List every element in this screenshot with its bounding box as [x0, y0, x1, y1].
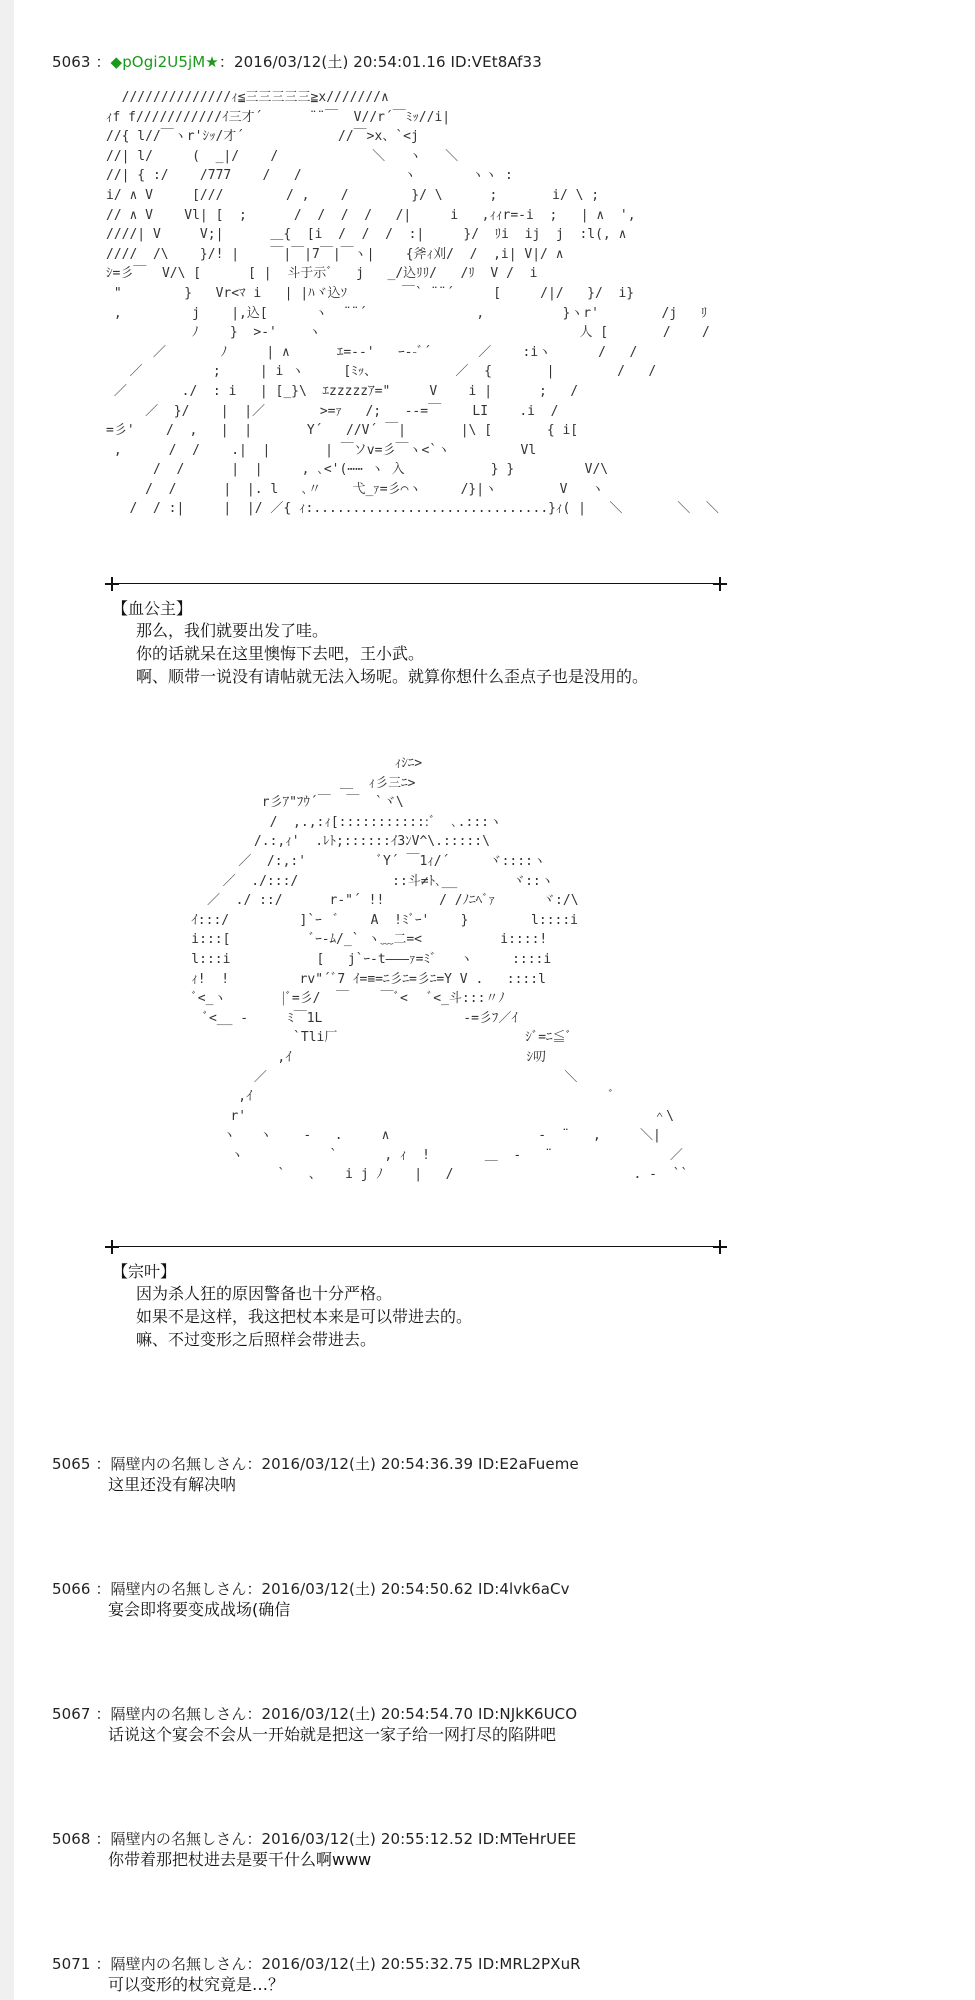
speaker-name: 【血公主】	[112, 599, 193, 618]
star-icon: ★	[205, 53, 219, 71]
dialogue-line: 如果不是这样，我这把杖本来是可以带进去的。	[136, 1307, 473, 1326]
separator-right-cross-icon	[713, 577, 727, 591]
dialogue-block	[136, 1282, 472, 1351]
reply-body: 可以变形的杖究竟是…？	[108, 1975, 285, 1994]
speaker-name: 【宗叶】	[112, 1262, 177, 1281]
separator-line	[112, 583, 720, 584]
reply-body: 这里还没有解决呐	[108, 1475, 237, 1494]
ascii-art-sokyo: ｨｼﾆ> ＿ ｨ彡三ﾆ> r彡ｱ"ﾌｳ´￣ ￣ `ヾ\ / ,.,:ｨ[::::::::::::ﾞ ､.:::ヽ /.:,ｨ' .ﾚﾄ;::::::ｲ3ﾝV^\.:::::\ ／ /:,:' ﾞY´ ￣1ｨ/´ ヾ::::ヽ ／ ./:::/ ::斗≠ﾄ､__ ヾ::ヽ ／ ./ ::/ r-"´ !! / /ﾉﾆﾍﾞｧ ヾ:/\ ｲ:::/ ]`ｰ ﾞ A !ﾐﾞｰ' } l::::i i:::[ ﾞｰ-ﾑ/_` ヽ﹏二=< i::::! l:::i [ j`ｰ-t―――ｧ=ﾐﾞ ヽ ::::i ｨ! ! rv"´ﾞ7 ｲ=≡=ﾆ彡ﾆ=彡ﾆ=Y V . ::::l ﾞ<_ヽ |ﾞ=彡/ ￣ ￣ﾞ< ﾞ<_斗:::〃ﾉ ﾞ<__ ‐ ﾐ￣1L ‐=彡ﾌ／ｲ `Tli厂 ｼﾞ=ﾆ≦ﾞ ,ｲ ｼ叨 ／ ＼ ,ｲ ﾞ r' ＾\ ヽ ヽ - . ∧ - ¨ , ＼| ヽ ` , ｨ ! ＿ ‐ ¨ ／ ` 、 i j ﾉ | / . ‐ ``	[191, 756, 689, 1183]
reply-header: 5067 ：隔壁内の名無しさん：2016/03/12(土) 20:54:54.70 ID:NJkK6UCO	[52, 1705, 578, 1723]
dialogue-line: 那么，我们就要出发了哇。	[136, 621, 329, 640]
post-meta: ：2016/03/12(土) 20:54:01.16 ID:VEt8Af33	[218, 53, 542, 71]
trip-code: pOgi2U5jM	[122, 53, 206, 71]
page-left-edge	[0, 0, 14, 2000]
separator-left-cross-icon	[105, 1240, 119, 1254]
dialogue-line: 你的话就呆在这里懊悔下去吧，王小武。	[136, 644, 425, 663]
dialogue-line: 嘛、不过变形之后照样会带进去。	[136, 1330, 377, 1349]
reply-body: 宴会即将要变成战场(确信	[108, 1600, 291, 1619]
post-number: 5063 ：	[52, 53, 111, 71]
dialogue-line: 啊、顺带一说没有请帖就无法入场呢。就算你想什么歪点子也是没用的。	[136, 667, 649, 686]
reply-header: 5065 ：隔壁内の名無しさん：2016/03/12(土) 20:54:36.39 ID:E2aFueme	[52, 1455, 579, 1473]
reply-header: 5066 ：隔壁内の名無しさん：2016/03/12(土) 20:54:50.62 ID:4lvk6aCv	[52, 1580, 570, 1598]
ascii-art-blood-princess: //////////////ｨ≦三三三三三≧x///////∧ ｨf f///////////ｲ三才´ ¨¨￣ V//r´￣ﾐｯ//i| //{ l//￣ヽr'ｼｯ/才´ //￣>x、`<j //| l/ ( _|/ / ＼ ヽ ＼ //| { :/ /777 / / ヽ ヽヽ : i/ ∧ V [/// / , / }/ \ ; i/ \ ; // ∧ V Vl| [ ; / / / / /| i ,ｨｨr=-i ; | ∧ ', ////| V V;| ＿{ [i / / / :| }/ ﾘi ij j :l(, ∧ //// /\ }/! | ￣|￣|7￣|￣ヽ| {斧ｨ刈/ / ,i| V|/ ∧ ｼ=彡￣ V/\ [ [ | 斗于示ﾞ j _/込ﾘﾘ/ /ﾘ V / i " } Vr<ﾏ i | |ﾊヾ込ｿ ￣` ¨¨´ [ /|/ }/ i} , j |,込[ ヽ ¨¨´ , }ヽr' /j ﾘ ﾉ } >-' ヽ 人 [ / / ／ ﾉ | ∧ ｴ=-‐' ｰ‐-ﾞ´ ／ :iヽ / / ／ ; | i ヽ [ﾐｯ、 ／ { | / / ／ ./ : i | [_}\ ｴzzzzzｱ=" V i | ; / ／ }/ | |／ >=ｧ /; --=￣ LI .i / =彡' / , | | Y´ //V´ ￣| |\ [ { i[ , / / .| | | ￣ソv=彡￣ヽ<`ヽ Vl / / | | , ､<'(⋯⋯ ヽ 入 } } V/\ / / | |. l ､〃 弋_ｧ=彡⌒ヽ /}|ヽ V ヽ / / :| | |/ ／{ ｨ:..............................}ｨ( | ＼ ＼ ＼	[106, 90, 719, 517]
dialogue-line: 因为杀人狂的原因警备也十分严格。	[136, 1284, 393, 1303]
separator-right-cross-icon	[713, 1240, 727, 1254]
separator-line	[112, 1246, 720, 1247]
reply-header: 5071 ：隔壁内の名無しさん：2016/03/12(土) 20:55:32.75 ID:MRL2PXuR	[52, 1955, 581, 1973]
reply-body: 话说这个宴会不会从一开始就是把这一家子给一网打尽的陷阱吧	[108, 1725, 557, 1744]
dialogue-block	[136, 619, 648, 688]
reply-header: 5068 ：隔壁内の名無しさん：2016/03/12(土) 20:55:12.52 ID:MTeHrUEE	[52, 1830, 577, 1848]
post-header-5063	[52, 51, 542, 72]
trip-diamond-icon: ◆	[110, 53, 123, 71]
reply-body: 你带着那把杖进去是要干什么啊www	[108, 1850, 372, 1869]
separator-left-cross-icon	[105, 577, 119, 591]
